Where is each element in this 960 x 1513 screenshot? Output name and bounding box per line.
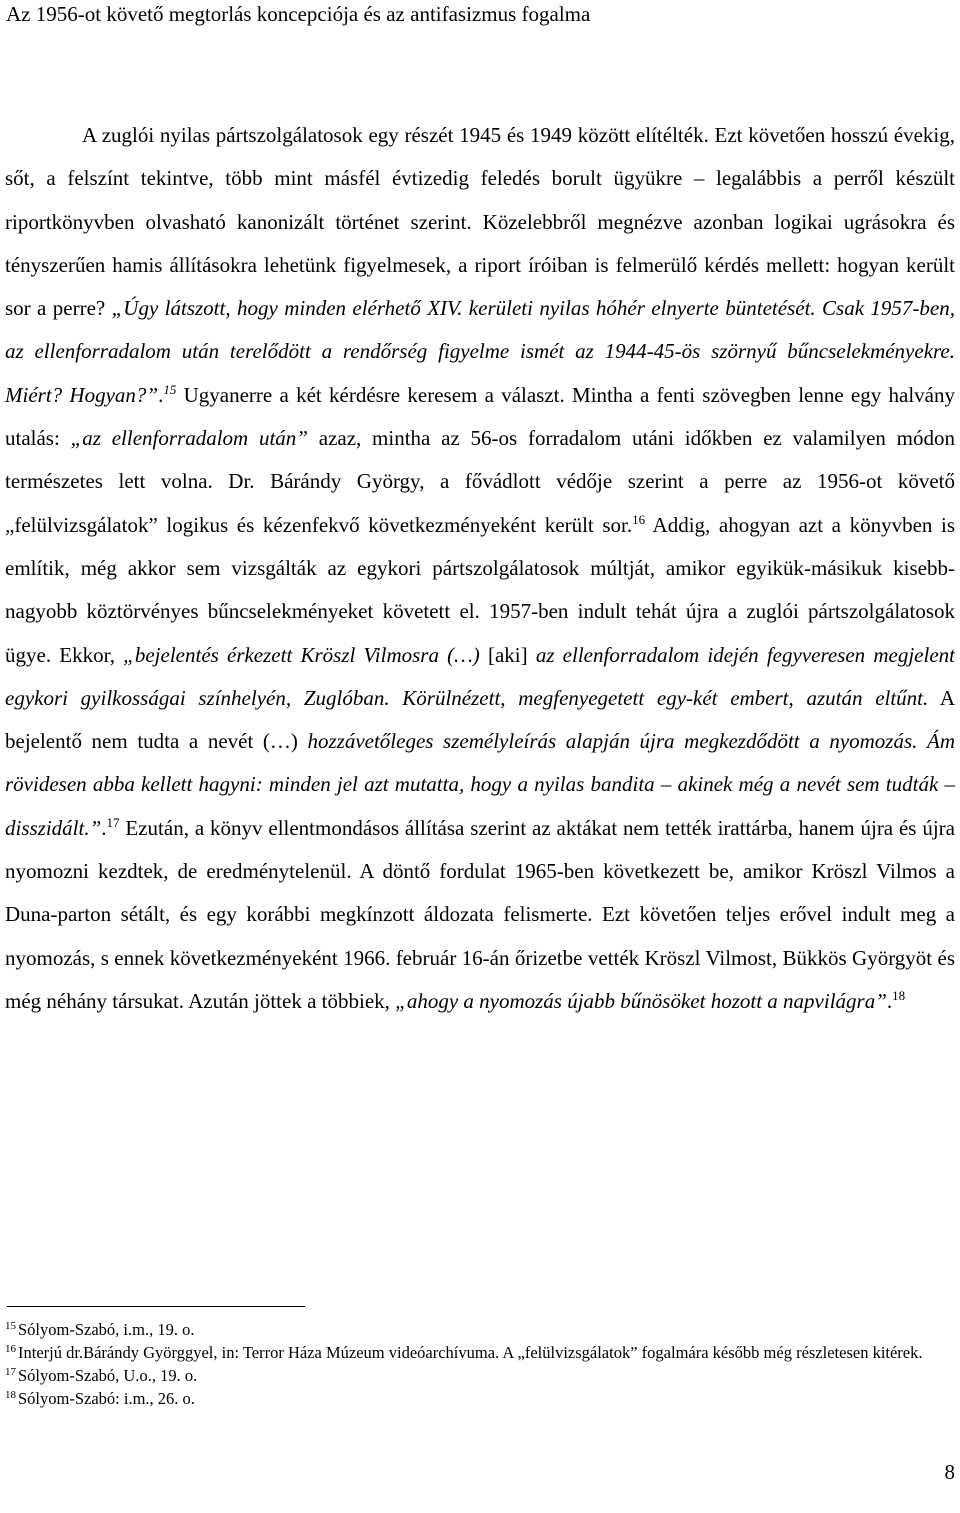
footnote-number: 18: [5, 1388, 16, 1401]
footnote-number: 15: [5, 1319, 16, 1332]
text-run: Addig, ahogyan azt a könyvben is említik, még akkor sem vizsgálták az egykori pártszolgálatosok múltját, amikor egyikük-másikuk kisebb-nagyobb köztörvényes bűncselekményeket követett el. 1957-ben indult tehát újra a zuglói pártszolgálatosok ügye. Ekkor,: [5, 512, 955, 667]
footnote-number: 17: [5, 1365, 16, 1378]
footnote-ref: 17: [106, 814, 120, 830]
text-run: .: [886, 988, 893, 1013]
quote-italic: „az ellenforradalom után”: [70, 426, 308, 451]
footnote-item: [5, 1341, 955, 1364]
footnote-ref: 16: [632, 511, 646, 527]
footnote-item: [5, 1387, 955, 1410]
text-run: .: [158, 382, 164, 407]
footnote-text: Sólyom-Szabó, i.m., 19. o.: [18, 1320, 195, 1339]
text-run: .: [101, 815, 107, 840]
text-run: Ugyanerre a két kérdésre keresem a választ. Mintha a fenti szövegben lenne egy halvány utalás:: [5, 382, 955, 451]
footnote-separator: [7, 1306, 305, 1307]
text-run: azaz, mintha az 56-os forradalom utáni időkben ez valamilyen módon természetes lett volna. Dr. Bárándy György, a fővádlott védője szerint a perre az 1956-ot követő „felülvizsgálatok” logikus és kézenfekvő következményeként került sor.: [5, 426, 955, 537]
footnote-text: Sólyom-Szabó: i.m., 26. o.: [18, 1389, 195, 1408]
footnote-list: [5, 1318, 955, 1410]
text-run: [aki]: [479, 642, 536, 667]
body-paragraph: [5, 114, 955, 1023]
quote-italic: az ellenforradalom idején fegyveresen megjelent egykori gyilkosságai színhelyén, Zuglóban. Körülnézett, megfenyegetett egy-két embert, azután eltűnt.: [5, 642, 955, 710]
footnote-item: [5, 1318, 955, 1341]
footnote-item: [5, 1364, 955, 1387]
footnote-ref: 15: [163, 381, 177, 397]
quote-italic: „ahogy a nyomozás újabb bűnösöket hozott a napvilágra”: [395, 988, 887, 1013]
text-run: A bejelentő nem tudta a nevét (…): [5, 685, 955, 754]
footnote-text: Interjú dr.Bárándy Györggyel, in: Terror Háza Múzeum videóarchívuma. A „felülvizsgálatok” fogalmára később még részletesen kitérek.: [18, 1343, 923, 1362]
text-run: Ezután, a könyv ellentmondásos állítása szerint az aktákat nem tették irattárba, hanem újra és újra nyomozni kezdtek, de eredménytelenül. A döntő fordulat 1965-ben következett be, amikor Kröszl Vilmos a Duna-parton sétált, és egy korábbi megkínzott áldozata felismerte. Ezt követően teljes erővel indult meg a nyomozás, s ennek következményeként 1966. február 16-án őrizetbe vették Kröszl Vilmost, Bükkös Györgyöt és még néhány társukat. Azután jöttek a többiek,: [5, 815, 955, 1013]
quote-italic: „Úgy látszott, hogy minden elérhető XIV. kerületi nyilas hóhér elnyerte büntetését. Csak 1957-ben, az ellenforradalom után terelődött a rendőrség figyelme ismét az 1944-45-ös szörnyű bűncselekményekre. Miért? Hogyan?”: [5, 296, 955, 407]
page-number: 8: [944, 1460, 955, 1484]
footnote-text: Sólyom-Szabó, U.o., 19. o.: [18, 1366, 198, 1385]
chapter-title: Az 1956-ot követő megtorlás koncepciója és az antifasizmus fogalma: [6, 2, 591, 26]
quote-italic: hozzávetőleges személyleírás alapján újra megkezdődött a nyomozás. Ám rövidesen abba kellett hagyni: minden jel azt mutatta, hogy a nyilas bandita – akinek még a nevét sem tudták – disszidált.”: [5, 729, 955, 840]
footnote-ref: 18: [892, 987, 906, 1003]
quote-italic: „bejelentés érkezett Kröszl Vilmosra (…): [123, 642, 480, 667]
footnote-number: 16: [5, 1342, 16, 1355]
text-run: A zuglói nyilas pártszolgálatosok egy részét 1945 és 1949 között elítélték. Ezt követően hosszú évekig, sőt, a felszínt tekintve, több mint másfél évtizedig feledés borult ügyükre – legalábbis a perről készült riportkönyvben olvasható kanonizált történet szerint. Közelebbről megnézve azonban logikai ugrásokra és tényszerűen hamis állításokra lehetünk figyelmesek, a riport íróiban is felmerülő kérdés mellett: hogyan került sor a perre?: [5, 123, 955, 321]
